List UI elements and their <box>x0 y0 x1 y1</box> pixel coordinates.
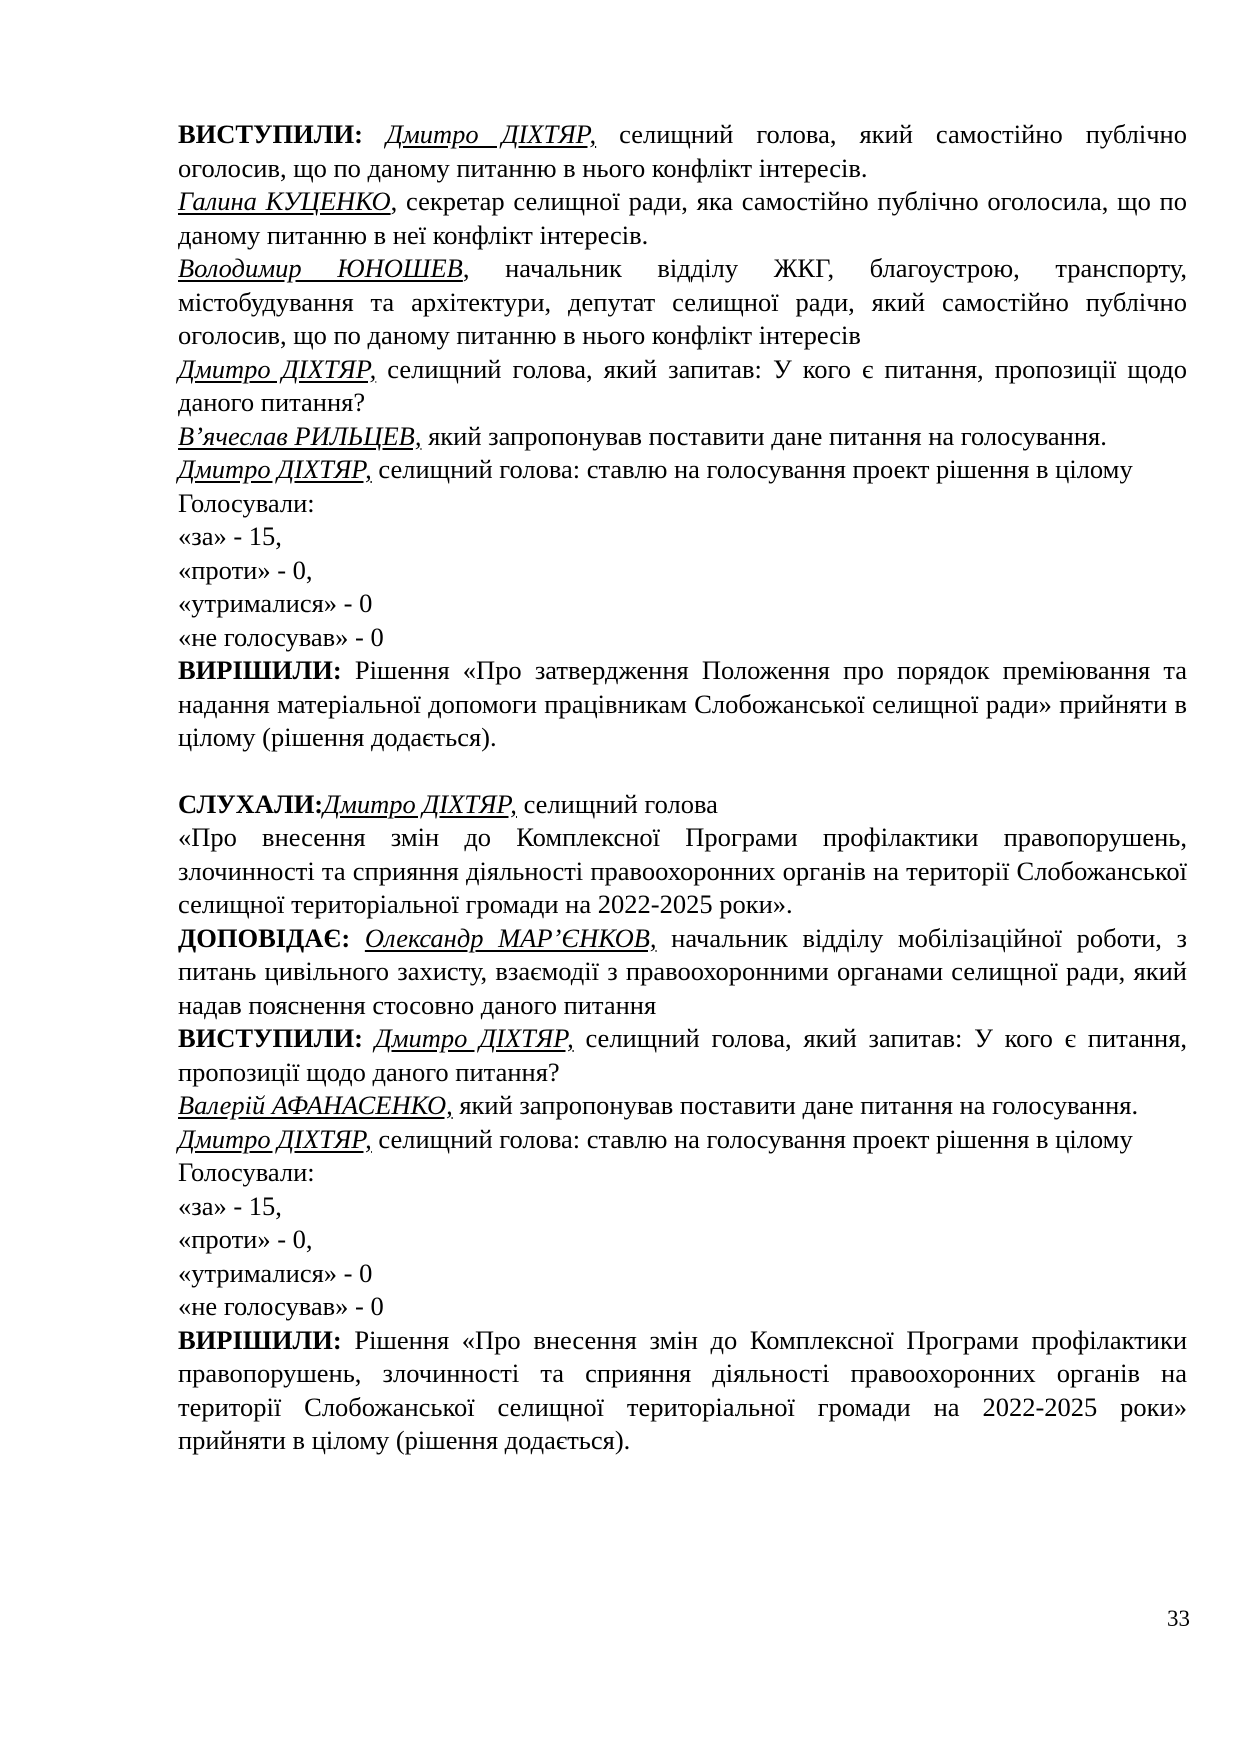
speaker-text: селищний голова, який запитав: У кого є питання, пропозиції щодо даного питання? <box>178 353 1187 417</box>
section-spacer <box>178 755 1187 788</box>
speaker-name: Дмитро ДІХТЯР, <box>385 119 597 149</box>
spoke-paragraph-2 <box>178 185 1187 252</box>
vote-heading: Голосували: <box>178 487 315 518</box>
spoke-paragraph-7 <box>178 1022 1187 1089</box>
topic-paragraph: «Про внесення змін до Комплексної Програми профілактики правопорушень, злочинності та сприяння діяльності правоохоронних органів на території Слобожанської селищної територіальної громади на 2022-2025 роки». <box>178 822 1187 919</box>
decision-paragraph <box>178 1324 1187 1458</box>
speaker-text: , начальник відділу ЖКГ, благоустрою, транспорту, містобудування та архітектури, депутат селищної ради, який самостійно публічно оголосив, що по даному питанню в нього конфлікт інтересів <box>178 253 1187 350</box>
spoke-paragraph-9 <box>178 1123 1187 1157</box>
spoke-label: ВИСТУПИЛИ: <box>178 119 363 149</box>
report-paragraph <box>178 922 1187 1023</box>
speaker-text: , секретар селищної ради, яка самостійно публічно оголосила, що по даному питанню в неї конфлікт інтересів. <box>178 186 1187 250</box>
speaker-name: Валерій АФАНАСЕНКО, <box>178 1090 453 1120</box>
speaker-text: начальник відділу мобілізаційної роботи, з питань цивільного захисту, взаємодії з правоохоронними органами селищної ради, який надав пояснення стосовно даного питання <box>178 922 1188 1020</box>
decided-label: ВИРІШИЛИ: <box>178 1324 342 1355</box>
decision-paragraph <box>178 654 1187 755</box>
vote-abstained: «утрималися» - 0 <box>178 588 373 618</box>
report-label: ДОПОВІДАЄ: <box>178 922 351 953</box>
speaker-name: Олександр МАР’ЄНКОВ, <box>364 922 657 953</box>
page-number: 33 <box>1167 1606 1190 1631</box>
speaker-text: який запропонував поставити дане питання на голосування. <box>421 420 1107 451</box>
spoke-paragraph-4 <box>178 353 1187 420</box>
speaker-name: Дмитро ДІХТЯР, <box>374 1023 574 1053</box>
speaker-name: Дмитро ДІХТЯР, <box>178 454 372 484</box>
heard-paragraph <box>178 788 1187 822</box>
speaker-name: Дмитро ДІХТЯР, <box>323 788 517 819</box>
vote-not-voted: «не голосував» - 0 <box>178 621 384 652</box>
vote-against: «проти» - 0, <box>178 554 313 585</box>
speaker-name: Дмитро ДІХТЯР, <box>178 1123 372 1154</box>
vote-abstained: «утрималися» - 0 <box>178 1257 373 1288</box>
spoke-paragraph-3 <box>178 252 1187 353</box>
spoke-paragraph-5 <box>178 420 1187 454</box>
speaker-text: селищний голова, який самостійно публічно оголосив, що по даному питанню в нього конфлікт інтересів. <box>178 119 1187 183</box>
decided-label: ВИРІШИЛИ: <box>178 655 342 685</box>
speaker-name: В’ячеслав РИЛЬЦЕВ, <box>178 420 422 451</box>
spoke-paragraph-8 <box>178 1089 1187 1123</box>
vote-not-voted: «не голосував» - 0 <box>178 1291 384 1321</box>
spoke-paragraph-6 <box>178 453 1187 487</box>
decision-text: Рішення «Про затвердження Положення про порядок преміювання та надання матеріальної допомоги працівникам Слобожанської селищної ради» прийняти в цілому (рішення додається). <box>178 655 1187 752</box>
speaker-text: який запропонував поставити дане питання на голосування. <box>452 1090 1139 1120</box>
speaker-text: селищний голова <box>516 788 718 819</box>
vote-for: «за» - 15, <box>178 1190 282 1221</box>
spoke-paragraph-1 <box>178 118 1187 185</box>
decision-text: Рішення «Про внесення змін до Комплексної Програми профілактики правопорушень, злочинності та сприяння діяльності правоохоронних органів на території Слобожанської селищної територіальної громади на 2022-2025 роки» прийняти в цілому (рішення додається). <box>178 1324 1187 1455</box>
speaker-text: селищний голова: ставлю на голосування проект рішення в цілому <box>371 1123 1133 1154</box>
vote-heading: Голосували: <box>178 1157 315 1187</box>
speaker-name: Галина КУЦЕНКО <box>178 186 391 216</box>
speaker-text: селищний голова, який запитав: У кого є питання, пропозиції щодо даного питання? <box>178 1023 1188 1087</box>
document-page <box>178 118 1187 1458</box>
vote-for: «за» - 15, <box>178 521 282 551</box>
vote-against: «проти» - 0, <box>178 1224 313 1254</box>
heard-label: СЛУХАЛИ: <box>178 788 324 819</box>
speaker-name: Дмитро ДІХТЯР, <box>178 353 377 384</box>
spoke-label: ВИСТУПИЛИ: <box>178 1023 363 1053</box>
speaker-text: селищний голова: ставлю на голосування проект рішення в цілому <box>371 454 1133 484</box>
speaker-name: Володимир ЮНОШЕВ <box>178 253 463 283</box>
